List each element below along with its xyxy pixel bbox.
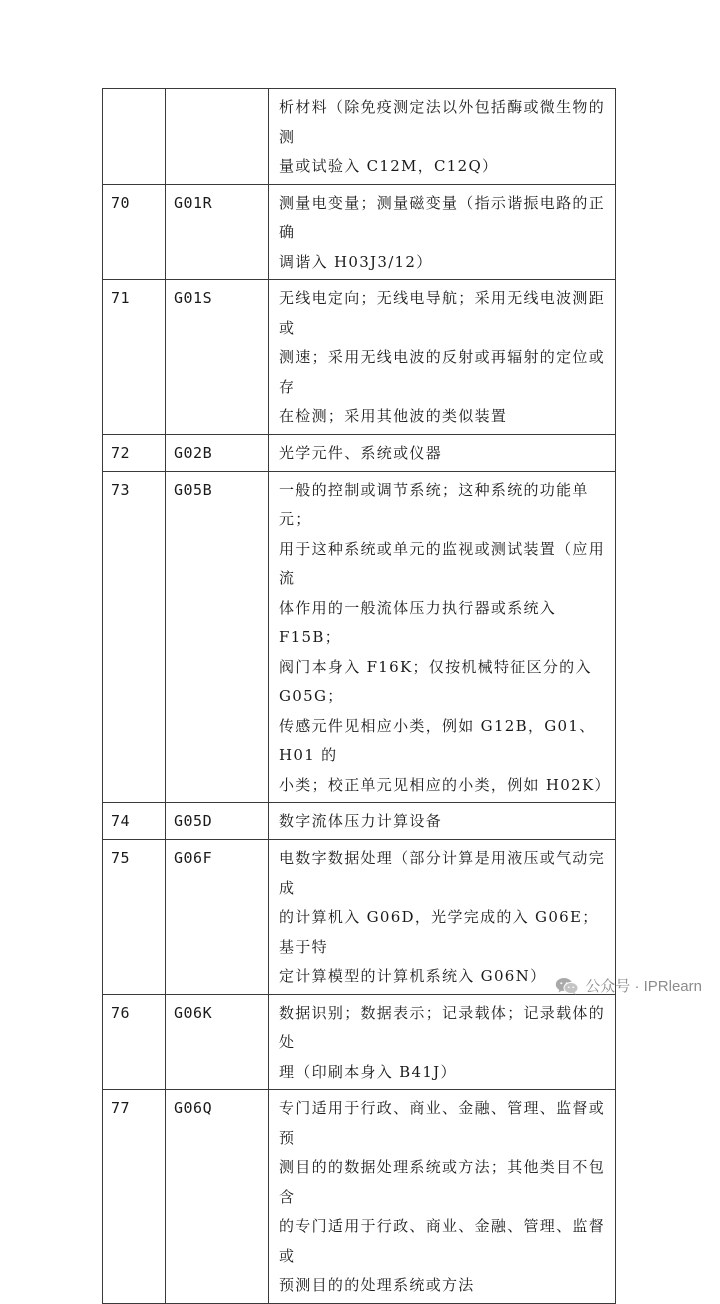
description-line: 析材料（除免疫测定法以外包括酶或微生物的测: [279, 98, 606, 146]
ipc-description: [269, 840, 616, 995]
wechat-watermark: [555, 975, 702, 996]
description-line: 测量电变量；测量磁变量（指示谐振电路的正确: [279, 193, 606, 241]
description-line: 小类；校正单元见相应的小类，例如 H02K）: [279, 775, 611, 794]
row-number: 72: [103, 434, 166, 471]
description-line: 在检测；采用其他波的类似装置: [279, 407, 508, 425]
table-row: [103, 89, 616, 185]
description-line: 的专门适用于行政、商业、金融、管理、监督或: [279, 1217, 606, 1265]
table-row: [103, 471, 616, 803]
row-number: 70: [103, 184, 166, 280]
ipc-code: [166, 89, 269, 185]
description-line: 一般的控制或调节系统；这种系统的功能单元；: [279, 480, 589, 528]
description-line: 测目的的数据处理系统或方法；其他类目不包含: [279, 1158, 606, 1206]
wechat-icon: [555, 977, 579, 995]
ipc-code: G05B: [166, 471, 269, 803]
description-line: 调谐入 H03J3/12）: [279, 252, 433, 271]
table-row: [103, 803, 616, 840]
description-line: 理（印刷本身入 B41J）: [279, 1062, 457, 1081]
ipc-description: [269, 280, 616, 435]
row-number: 75: [103, 840, 166, 995]
row-number: 73: [103, 471, 166, 803]
description-line: 阀门本身入 F16K；仅按机械特征区分的入 G05G；: [279, 657, 592, 705]
description-line: 量或试验入 C12M，C12Q）: [279, 157, 499, 175]
watermark-text: 公众号 · IPRlearn: [585, 978, 702, 995]
description-line: 定计算模型的计算机系统入 G06N）: [279, 967, 547, 985]
table-row: [103, 1090, 616, 1304]
description-line: 数字流体压力计算设备: [279, 812, 443, 830]
description-line: 传感元件见相应小类，例如 G12B，G01、H01 的: [279, 716, 596, 764]
ipc-code: G01S: [166, 280, 269, 435]
ipc-description: [269, 994, 616, 1090]
ipc-description: [269, 1090, 616, 1304]
ipc-description: [269, 803, 616, 840]
description-line: 测速；采用无线电波的反射或再辐射的定位或存: [279, 348, 606, 396]
ipc-classification-table: [102, 88, 616, 1304]
row-number: 76: [103, 994, 166, 1090]
table-row: [103, 994, 616, 1090]
description-line: 专门适用于行政、商业、金融、管理、监督或预: [279, 1099, 606, 1147]
description-line: 的计算机入 G06D，光学完成的入 G06E；基于特: [279, 908, 599, 956]
table-row: [103, 280, 616, 435]
description-line: 光学元件、系统或仪器: [279, 443, 443, 462]
table-row: [103, 434, 616, 471]
description-line: 无线电定向；无线电导航；采用无线电波测距或: [279, 289, 606, 337]
description-line: 体作用的一般流体压力执行器或系统入 F15B；: [279, 598, 557, 646]
row-number: [103, 89, 166, 185]
row-number: 77: [103, 1090, 166, 1304]
row-number: 71: [103, 280, 166, 435]
ipc-description: [269, 89, 616, 185]
row-number: 74: [103, 803, 166, 840]
ipc-code: G02B: [166, 434, 269, 471]
ipc-code: G05D: [166, 803, 269, 840]
table-row: [103, 840, 616, 995]
description-line: 用于这种系统或单元的监视或测试装置（应用流: [279, 539, 606, 587]
description-line: 电数字数据处理（部分计算是用液压或气动完成: [279, 849, 606, 897]
ipc-code: G01R: [166, 184, 269, 280]
ipc-description: [269, 434, 616, 471]
ipc-description: [269, 184, 616, 280]
description-line: 数据识别；数据表示；记录载体；记录载体的处: [279, 1003, 606, 1051]
ipc-code: G06K: [166, 994, 269, 1090]
description-line: 预测目的的处理系统或方法: [279, 1276, 475, 1294]
ipc-code: G06Q: [166, 1090, 269, 1304]
table-row: [103, 184, 616, 280]
ipc-code: G06F: [166, 840, 269, 995]
ipc-description: [269, 471, 616, 803]
